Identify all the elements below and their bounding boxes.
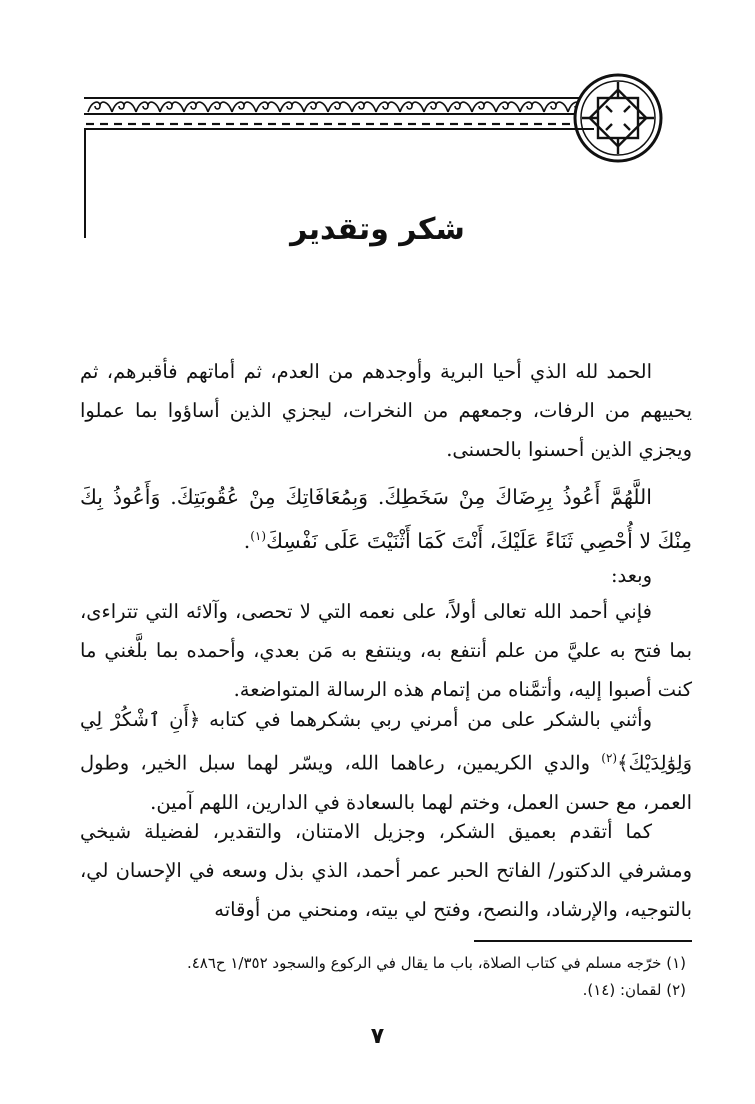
paragraph-supplication: [80, 478, 692, 561]
paragraph-thanks-parents: [80, 700, 692, 822]
footnote-ref-1: (١): [250, 529, 267, 543]
paragraph-text: اللَّهُمَّ أَعُوذُ بِرِضَاكَ مِنْ سَخَطِكَ. وَبِمُعَافَاتِكَ مِنْ عُقُوبَتِكَ. وَأَعُوذُ بِكَ مِنْكَ لا أُحْصِي ثَنَاءً عَلَيْكَ، أَنْتَ كَمَا أَثْنَيْتَ عَلَى نَفْسِكَ$^{(١)}$.: [80, 485, 692, 553]
paragraph-continuation: والدي الكريمين، رعاهما الله، ويسّر لهما سبل الخير، وطول العمر، مع حسن العمل، وختم لهما بالسعادة في الدارين، اللهم آمين.: [80, 751, 692, 814]
frame-top-line: [84, 128, 594, 130]
paragraph-text: [80, 700, 692, 822]
paragraph-text: كما أتقدم بعميق الشكر، وجزيل الامتنان، والتقدير، لفضيلة شيخي ومشرفي الدكتور/ الفاتح الحبر عمر أحمد، الذي بذل وسعه في الإحسان لي، بالتوجيه، والإرشاد، والنصح، وفتح لي بيته، ومنحني من أوقاته: [80, 820, 692, 921]
paragraph-wabaad: [80, 556, 692, 595]
footnote-1: (١) خرّجه مسلم في كتاب الصلاة، باب ما يقال في الركوع والسجود ١/٣٥٢ ح٤٨٦.: [186, 954, 686, 972]
rosette-ornament-icon: [572, 72, 664, 164]
paragraph-text: الحمد لله الذي أحيا البرية وأوجدهم من العدم، ثم أماتهم فأقبرهم، ثم يحييهم من الرفات، وجمعهم من النخرات، ليجزي الذين أساؤوا بما عملوا ويجزي الذين أحسنوا بالحسنى.: [80, 360, 692, 461]
paragraph-thanks-supervisor: [80, 812, 692, 929]
footnote-2: (٢) لقمان: (١٤).: [582, 981, 686, 999]
paragraph-text: وبعد:: [610, 564, 652, 587]
page-number: ٧: [370, 1024, 385, 1049]
paragraph-text: فإني أحمد الله تعالى أولاً، على نعمه التي لا تحصى، وآلائه التي تتراءى، بما فتح به عليَّ من علم أنتفع به، وينتفع به مَن بعدي، وأحمده بما بلَّغني ما كنت أصبوا إليه، وأتمَّناه من إتمام هذه الرسالة المتواضعة.: [80, 600, 692, 701]
footnotes: [80, 950, 692, 1004]
supplication-text: اللَّهُمَّ أَعُوذُ بِرِضَاكَ مِنْ سَخَطِكَ. وَبِمُعَافَاتِكَ مِنْ عُقُوبَتِكَ. وَأَعُوذُ بِكَ مِنْكَ لا أُحْصِي ثَنَاءً عَلَيْكَ، أَنْتَ كَمَا أَثْنَيْتَ عَلَى نَفْسِكَ: [80, 485, 692, 553]
page-title: شكر وتقدير: [290, 212, 465, 247]
ornamental-header-band: [84, 96, 584, 132]
footnote-ref-2: (٢): [601, 751, 618, 765]
paragraph-thanks-god: [80, 592, 692, 709]
quran-quote: وأثني بالشكر على من أمرني ربي بشكرهما في كتابه ﴿أَنِ ٱشْكُرْ لِي وَلِوَٰلِدَيْكَ﴾: [80, 708, 693, 775]
paragraph-praise: [80, 352, 692, 469]
footnote-separator: [474, 940, 692, 942]
